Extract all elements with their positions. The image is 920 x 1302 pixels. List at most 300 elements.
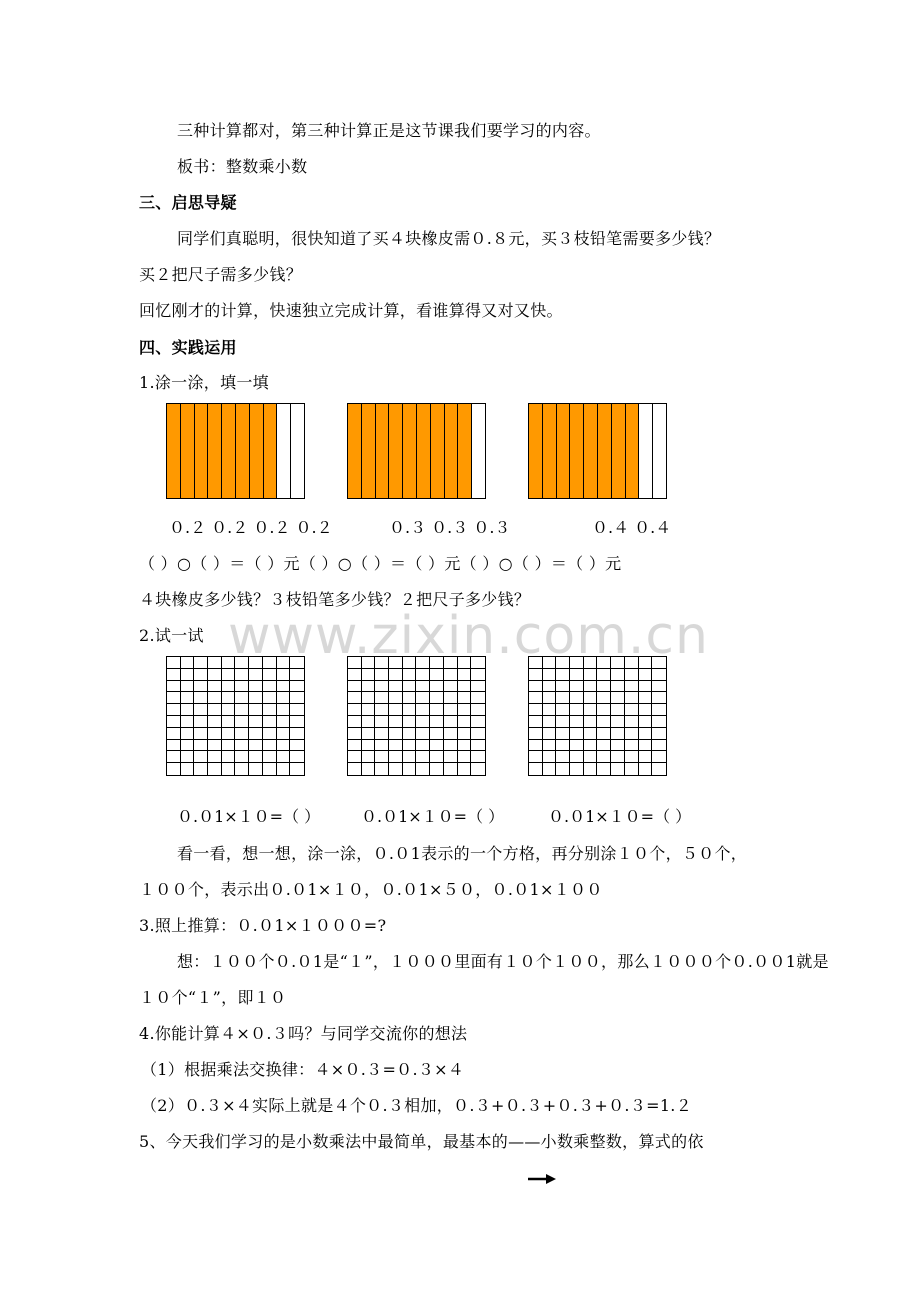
shaded-cell — [376, 404, 390, 498]
grid-square — [570, 751, 584, 763]
grid-square — [597, 740, 611, 752]
hundred-grid-1 — [166, 656, 305, 776]
grid-square — [208, 657, 222, 669]
grid-square — [570, 704, 584, 716]
grid-square — [222, 692, 236, 704]
grid-square — [543, 751, 557, 763]
grid-square — [556, 740, 570, 752]
section-heading-4: 四、实践运用 — [139, 338, 237, 357]
watermark: www.zixin.com.cn — [228, 606, 709, 666]
grid-square — [529, 751, 543, 763]
shaded-cell — [612, 404, 626, 498]
grid-square — [362, 692, 376, 704]
grid-square — [249, 716, 263, 728]
grid-square — [570, 728, 584, 740]
grid-square — [235, 763, 249, 775]
grid-square — [444, 669, 458, 681]
grid-square — [597, 692, 611, 704]
grid-square — [389, 763, 403, 775]
shaded-cell — [557, 404, 571, 498]
shaded-cell — [417, 404, 431, 498]
grid-square — [263, 692, 277, 704]
grid-square — [208, 751, 222, 763]
grid-square — [348, 704, 362, 716]
grid-square — [348, 751, 362, 763]
grid-square — [277, 716, 291, 728]
grid-square — [362, 681, 376, 693]
grid-square — [167, 704, 181, 716]
grid-square — [430, 669, 444, 681]
grid-square — [167, 681, 181, 693]
grid-square — [167, 763, 181, 775]
grid-square — [403, 728, 417, 740]
grid-square — [639, 751, 653, 763]
grid-square — [430, 704, 444, 716]
summary-paragraph: 5、今天我们学习的是小数乘法中最简单，最基本的——小数乘整数，算式的依 — [139, 1132, 704, 1151]
grid-square — [208, 681, 222, 693]
grid-square — [348, 657, 362, 669]
grid-square — [570, 657, 584, 669]
grid-square — [290, 692, 304, 704]
shaded-cell — [181, 404, 195, 498]
grid-square — [611, 728, 625, 740]
grid-square — [362, 657, 376, 669]
grid-square — [416, 657, 430, 669]
grid-square — [389, 728, 403, 740]
grid-square — [471, 763, 485, 775]
grid-square — [625, 763, 639, 775]
strip-2-labels: ０.３ ０.３ ０.３ — [389, 518, 511, 537]
grid-square — [194, 704, 208, 716]
grid-square — [570, 716, 584, 728]
grid-square — [584, 669, 598, 681]
grid-square — [416, 740, 430, 752]
shaded-cell — [250, 404, 264, 498]
grid-square — [222, 728, 236, 740]
grid-square — [249, 669, 263, 681]
grid-square — [375, 669, 389, 681]
grid-square — [167, 669, 181, 681]
grid-square — [444, 681, 458, 693]
grid-square — [249, 692, 263, 704]
shaded-cell — [403, 404, 417, 498]
shaded-cell — [543, 404, 557, 498]
grid-square — [181, 716, 195, 728]
section-heading-3: 三、启思导疑 — [139, 193, 237, 212]
grid-square — [208, 740, 222, 752]
grid-square — [625, 751, 639, 763]
grid-square — [543, 716, 557, 728]
grid-square — [458, 763, 472, 775]
grid-square — [458, 728, 472, 740]
grid-square — [389, 657, 403, 669]
grid-square — [611, 704, 625, 716]
grid-square — [597, 669, 611, 681]
grid-square — [416, 716, 430, 728]
grid-square — [597, 704, 611, 716]
empty-cell — [291, 404, 304, 498]
grid-square — [167, 751, 181, 763]
grid-square — [570, 692, 584, 704]
grid-square — [543, 681, 557, 693]
grid-square — [625, 704, 639, 716]
grid-square — [416, 763, 430, 775]
grid-square — [639, 716, 653, 728]
grid-square — [611, 657, 625, 669]
grid-square — [277, 692, 291, 704]
grid-square — [471, 740, 485, 752]
grid-square — [277, 751, 291, 763]
grid-square — [543, 763, 557, 775]
grid-square — [625, 669, 639, 681]
grid-square — [263, 716, 277, 728]
shaded-cell — [626, 404, 640, 498]
grid-square — [471, 751, 485, 763]
grid-square — [611, 681, 625, 693]
grid-square — [290, 763, 304, 775]
grid-square — [652, 751, 666, 763]
grid-square — [235, 704, 249, 716]
paragraph-instruction: 回忆刚才的计算，快速独立完成计算，看谁算得又对又快。 — [139, 301, 563, 320]
grid-square — [375, 704, 389, 716]
grid-square — [471, 704, 485, 716]
grid-square — [277, 763, 291, 775]
grid-square — [403, 681, 417, 693]
shaded-cell — [362, 404, 376, 498]
grid-square — [194, 716, 208, 728]
grid-square — [597, 763, 611, 775]
grid-square — [194, 763, 208, 775]
grid-square — [625, 657, 639, 669]
grid-square — [597, 657, 611, 669]
grid-square — [348, 716, 362, 728]
grid-square — [235, 716, 249, 728]
grid-square — [348, 728, 362, 740]
grid-square — [348, 763, 362, 775]
grid-square — [277, 669, 291, 681]
empty-cell — [639, 404, 653, 498]
grid-square — [416, 728, 430, 740]
grid-square — [416, 692, 430, 704]
shaded-cell — [445, 404, 459, 498]
grid-square — [444, 728, 458, 740]
grid-square — [403, 751, 417, 763]
grid-square — [556, 657, 570, 669]
exercise-3-title: 3.照上推算：０.０1×１０００=? — [139, 916, 387, 935]
grid-square — [625, 728, 639, 740]
grid-square — [389, 704, 403, 716]
grid-square — [430, 740, 444, 752]
grid-square — [652, 728, 666, 740]
grid-square — [529, 669, 543, 681]
grid-square — [362, 751, 376, 763]
grid-square — [597, 751, 611, 763]
grid-square — [556, 669, 570, 681]
grid-square — [290, 716, 304, 728]
grid-square — [222, 716, 236, 728]
grid-square — [263, 740, 277, 752]
grid-square — [625, 716, 639, 728]
grid-square — [543, 669, 557, 681]
grid-square — [529, 704, 543, 716]
grid-square — [403, 704, 417, 716]
grid-square — [471, 681, 485, 693]
grid-instruction: 看一看，想一想，涂一涂，０.０1表示的一个方格，再分别涂１０个，５０个， — [177, 844, 748, 863]
grid-square — [167, 716, 181, 728]
grid-square — [584, 716, 598, 728]
grid-square — [375, 740, 389, 752]
fraction-strip-3 — [528, 403, 667, 499]
empty-cell — [277, 404, 291, 498]
shaded-cell — [584, 404, 598, 498]
grid-square — [263, 751, 277, 763]
shaded-cell — [195, 404, 209, 498]
grid-square — [471, 669, 485, 681]
grid-square — [529, 763, 543, 775]
grid-square — [208, 692, 222, 704]
grid-square — [471, 716, 485, 728]
grid-square — [639, 692, 653, 704]
grid-square — [584, 740, 598, 752]
grid-square — [249, 704, 263, 716]
grid-square — [222, 681, 236, 693]
grid-square — [584, 681, 598, 693]
grid-square — [556, 728, 570, 740]
grid-square — [584, 728, 598, 740]
grid-square — [403, 716, 417, 728]
grid-square — [652, 681, 666, 693]
grid-square — [249, 751, 263, 763]
exercise-4-point-2: （2）０.３×４实际上就是４个０.３相加，０.３+０.３+０.３+０.３=1.２ — [141, 1096, 692, 1115]
grid-square — [222, 704, 236, 716]
grid-square — [181, 728, 195, 740]
grid-square — [263, 704, 277, 716]
grid-square — [652, 704, 666, 716]
grid-square — [389, 716, 403, 728]
grid-square — [430, 657, 444, 669]
grid-square — [181, 657, 195, 669]
shaded-cell — [264, 404, 278, 498]
grid-square — [235, 740, 249, 752]
grid-square — [430, 681, 444, 693]
grid-square — [416, 669, 430, 681]
board-note: 板书：整数乘小数 — [177, 157, 308, 176]
grid-square — [362, 716, 376, 728]
grid-square — [556, 751, 570, 763]
grid-square — [570, 669, 584, 681]
grid-square — [249, 740, 263, 752]
exercise-3-reasoning-cont: １０个“１”，即１０ — [139, 988, 287, 1007]
grid-square — [584, 751, 598, 763]
grid-square — [277, 657, 291, 669]
grid-square — [611, 740, 625, 752]
grid-square — [458, 704, 472, 716]
grid-square — [403, 669, 417, 681]
grid-square — [652, 657, 666, 669]
grid-square — [194, 692, 208, 704]
grid-square — [167, 740, 181, 752]
shaded-cell — [389, 404, 403, 498]
grid-square — [416, 681, 430, 693]
grid-square — [652, 763, 666, 775]
grid-square — [277, 681, 291, 693]
grid-square — [194, 751, 208, 763]
grid-square — [652, 740, 666, 752]
grid-square — [625, 681, 639, 693]
grid-square — [430, 751, 444, 763]
grid-square — [652, 692, 666, 704]
grid-square — [430, 692, 444, 704]
grid-square — [543, 692, 557, 704]
shaded-cell — [431, 404, 445, 498]
grid-square — [639, 669, 653, 681]
grid-square — [235, 681, 249, 693]
grid-square — [584, 657, 598, 669]
exercise-4-title: 4.你能计算４×０.３吗？与同学交流你的想法 — [139, 1024, 468, 1043]
grid-square — [389, 669, 403, 681]
grid-square — [249, 657, 263, 669]
grid-square — [290, 751, 304, 763]
grid-square — [611, 751, 625, 763]
grid-square — [389, 681, 403, 693]
shaded-cell — [570, 404, 584, 498]
grid-square — [290, 681, 304, 693]
empty-cell — [472, 404, 485, 498]
grid-square — [375, 681, 389, 693]
empty-cell — [653, 404, 666, 498]
grid-square — [208, 669, 222, 681]
grid-square — [222, 751, 236, 763]
grid-square — [348, 669, 362, 681]
grid-square — [543, 657, 557, 669]
grid-square — [235, 692, 249, 704]
shaded-cell — [529, 404, 543, 498]
grid-square — [181, 681, 195, 693]
grid-square — [208, 716, 222, 728]
grid-square — [611, 692, 625, 704]
grid-square — [543, 704, 557, 716]
grid-square — [471, 728, 485, 740]
grid-square — [348, 740, 362, 752]
grid-instruction-cont: １００个，表示出０.０1×１０，０.０1×５０，０.０1×１００ — [139, 880, 603, 899]
grid-square — [611, 716, 625, 728]
paragraph-conclusion: 三种计算都对，第三种计算正是这节课我们要学习的内容。 — [177, 121, 601, 140]
shaded-cell — [458, 404, 472, 498]
grid-square — [639, 704, 653, 716]
grid-square — [652, 716, 666, 728]
grid-square — [639, 728, 653, 740]
grid-square — [570, 740, 584, 752]
grid-square — [556, 704, 570, 716]
grid-square — [181, 751, 195, 763]
grid-square — [290, 704, 304, 716]
grid-square — [529, 728, 543, 740]
grid-square — [639, 740, 653, 752]
grid-3-equation: ０.０1×１０=（ ） — [548, 807, 692, 826]
grid-square — [639, 657, 653, 669]
grid-square — [375, 716, 389, 728]
grid-square — [290, 740, 304, 752]
shaded-cell — [598, 404, 612, 498]
grid-square — [444, 716, 458, 728]
grid-square — [458, 740, 472, 752]
grid-square — [277, 704, 291, 716]
grid-square — [529, 740, 543, 752]
grid-square — [652, 669, 666, 681]
grid-square — [222, 740, 236, 752]
grid-square — [584, 763, 598, 775]
grid-square — [430, 716, 444, 728]
grid-square — [167, 728, 181, 740]
paragraph-question: 同学们真聪明，很快知道了买４块橡皮需０.８元，买３枝铅笔需要多少钱？ — [177, 229, 721, 248]
grid-square — [430, 728, 444, 740]
grid-square — [416, 751, 430, 763]
grid-square — [249, 763, 263, 775]
grid-square — [444, 692, 458, 704]
exercise-3-reasoning: 想：１００个０.０1是“１”，１０００里面有１０个１００，那么１０００个０.００1就是 — [177, 952, 829, 971]
grid-square — [570, 681, 584, 693]
grid-square — [529, 692, 543, 704]
grid-square — [362, 704, 376, 716]
grid-square — [543, 740, 557, 752]
grid-square — [375, 657, 389, 669]
grid-square — [611, 763, 625, 775]
grid-square — [222, 763, 236, 775]
strip-3-labels: ０.４ ０.４ — [592, 518, 672, 537]
grid-square — [348, 681, 362, 693]
grid-square — [584, 704, 598, 716]
grid-square — [625, 692, 639, 704]
grid-square — [194, 681, 208, 693]
right-arrow-icon[interactable] — [528, 1171, 556, 1187]
grid-square — [375, 728, 389, 740]
grid-square — [362, 669, 376, 681]
grid-square — [362, 740, 376, 752]
grid-square — [458, 681, 472, 693]
exercise-4-point-1: （1）根据乘法交换律：４×０.３=０.３×４ — [141, 1060, 465, 1079]
grid-square — [362, 763, 376, 775]
grid-square — [208, 728, 222, 740]
grid-square — [597, 728, 611, 740]
shaded-cell — [222, 404, 236, 498]
grid-square — [235, 728, 249, 740]
grid-square — [444, 751, 458, 763]
grid-square — [181, 763, 195, 775]
exercise-1-title: 1.涂一涂，填一填 — [139, 373, 269, 392]
grid-square — [471, 692, 485, 704]
grid-square — [167, 657, 181, 669]
grid-square — [471, 657, 485, 669]
grid-square — [249, 728, 263, 740]
shaded-cell — [236, 404, 250, 498]
grid-square — [263, 657, 277, 669]
grid-square — [235, 751, 249, 763]
grid-square — [222, 657, 236, 669]
grid-1-equation: ０.０1×１０=（ ） — [177, 807, 321, 826]
grid-square — [556, 716, 570, 728]
grid-square — [389, 740, 403, 752]
grid-square — [277, 740, 291, 752]
grid-square — [529, 681, 543, 693]
strip-1-labels: ０.２ ０.２ ０.２ ０.２ — [169, 518, 333, 537]
grid-square — [194, 740, 208, 752]
grid-square — [290, 657, 304, 669]
grid-square — [167, 692, 181, 704]
grid-square — [263, 681, 277, 693]
grid-square — [444, 657, 458, 669]
exercise-1-question: ４块橡皮多少钱？３枝铅笔多少钱？２把尺子多少钱？ — [139, 590, 531, 609]
grid-square — [389, 751, 403, 763]
